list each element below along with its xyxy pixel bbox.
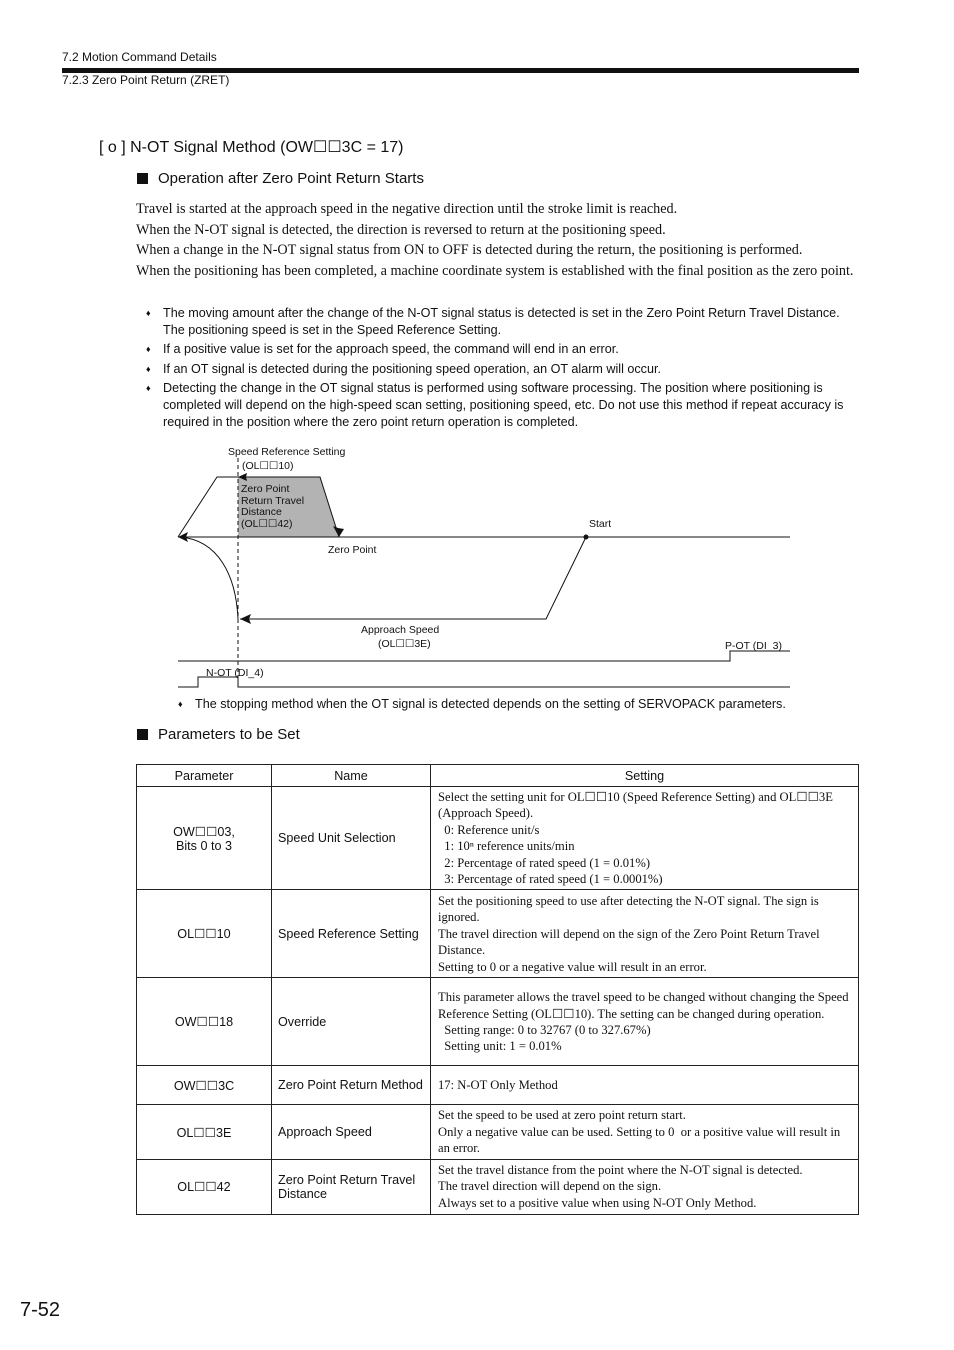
column-header: Name: [272, 765, 431, 787]
header-subsection: 7.2.3 Zero Point Return (ZRET): [62, 73, 230, 87]
note-item: [146, 380, 860, 432]
setting-line: 0: Reference unit/s: [438, 822, 540, 837]
paragraph: When the positioning has been completed, a machine coordinate system is established with the final position as the zero point.: [136, 263, 854, 280]
name-cell: Zero Point Return Travel Distance: [272, 1159, 431, 1214]
operation-heading-text: Operation after Zero Point Return Starts: [158, 170, 424, 187]
setting-line: The travel direction will depend on the sign.: [438, 1179, 662, 1194]
page-number: 7-52: [20, 1299, 61, 1321]
section-title: [ o ] N-OT Signal Method (OW☐☐3C = 17): [99, 139, 404, 156]
setting-cell: [431, 1105, 859, 1159]
speed-ref-param: (OL☐☐10): [242, 460, 294, 472]
zero-point-label: Zero Point: [328, 544, 377, 556]
pot-label: P-OT (DI_3): [725, 640, 782, 652]
setting-line: Always set to a positive value when using N-OT Only Method.: [438, 1195, 757, 1210]
setting-line: Setting range: 0 to 32767 (0 to 327.67%): [438, 1022, 651, 1037]
not-label: N-OT (DI_4): [206, 667, 264, 679]
paragraph: When a change in the N-OT signal status from ON to OFF is detected during the return, the positioning is performed.: [136, 242, 803, 259]
name-cell: Zero Point Return Method: [272, 1066, 431, 1105]
setting-line: 3: Percentage of rated speed (1 = 0.0001%): [438, 872, 663, 887]
diamond-bullet-icon: ♦: [178, 699, 183, 709]
parameter-cell: OW☐☐18: [137, 978, 272, 1066]
setting-line: 2: Percentage of rated speed (1 = 0.01%): [438, 855, 651, 870]
parameter-cell: OW☐☐03, Bits 0 to 3: [137, 787, 272, 890]
header-section: 7.2 Motion Command Details: [62, 50, 217, 64]
setting-cell: [431, 1159, 859, 1214]
table-row: [137, 787, 859, 890]
square-bullet-icon: [137, 729, 148, 740]
diamond-bullet-icon: ♦: [146, 308, 151, 318]
not-signal: [178, 677, 790, 687]
parameter-cell: OL☐☐42: [137, 1159, 272, 1214]
name-cell: Approach Speed: [272, 1105, 431, 1159]
setting-cell: [431, 1066, 859, 1105]
diamond-bullet-icon: ♦: [146, 382, 151, 393]
approach-param: (OL☐☐3E): [378, 638, 431, 650]
setting-cell: [431, 787, 859, 890]
setting-line: This parameter allows the travel speed to be changed without changing the Speed Reference Setting (OL☐☐10). The setting can be changed during operation.: [438, 990, 852, 1021]
table-header-row: [137, 765, 859, 787]
note-text: The moving amount after the change of the N-OT signal status is detected is set in the Zero Point Return Travel Distance. The positioning speed is set in the Speed Reference Setting.: [163, 306, 840, 338]
setting-line: Select the setting unit for OL☐☐10 (Speed Reference Setting) and OL☐☐3E (Approach Speed).: [438, 790, 837, 821]
stop-note-text: The stopping method when the OT signal is detected depends on the setting of SERVOPACK parameters.: [195, 697, 786, 711]
square-bullet-icon: [137, 173, 148, 184]
setting-line: The travel direction will depend on the sign of the Zero Point Return Travel Distance.: [438, 926, 823, 958]
parameter-cell: OL☐☐10: [137, 890, 272, 978]
operation-description: [136, 199, 860, 282]
start-label: Start: [589, 518, 612, 530]
operation-heading: [137, 170, 424, 187]
name-cell: Override: [272, 978, 431, 1066]
name-cell: Speed Unit Selection: [272, 787, 431, 890]
parameters-table: [136, 764, 859, 1215]
setting-line: 1: 10ⁿ reference units/min: [438, 839, 575, 854]
setting-cell: [431, 890, 859, 978]
paragraph: Travel is started at the approach speed in the negative direction until the stroke limit is reached.: [136, 201, 678, 217]
setting-line: Set the travel distance from the point where the N-OT signal is detected.: [438, 1163, 803, 1178]
params-heading: [137, 726, 300, 743]
table-row: [137, 1066, 859, 1105]
setting-line: Set the speed to be used at zero point return start.: [438, 1108, 686, 1123]
start-point: [584, 535, 589, 540]
setting-line: Only a negative value can be used. Setting to 0 or a positive value will result in an error.: [438, 1124, 844, 1156]
travel-label-line: Distance: [241, 506, 282, 518]
pot-signal: [178, 651, 790, 661]
table-row: [137, 978, 859, 1066]
setting-line: Set the positioning speed to use after detecting the N-OT signal. The sign is ignored.: [438, 893, 822, 925]
setting-line: Setting unit: 1 = 0.01%: [438, 1039, 562, 1054]
setting-line: Setting to 0 or a negative value will result in an error.: [438, 959, 707, 974]
travel-label-line: Zero Point: [241, 483, 290, 495]
column-header: Parameter: [137, 765, 272, 787]
table-row: [137, 1105, 859, 1159]
note-item: [146, 341, 860, 358]
approach-speed-profile: [240, 537, 586, 619]
speed-ref-label: Speed Reference Setting: [228, 446, 346, 458]
setting-line: 17: N-OT Only Method: [438, 1078, 558, 1093]
table-row: [137, 1159, 859, 1214]
parameter-cell: OW☐☐3C: [137, 1066, 272, 1105]
travel-label-line: Return Travel: [241, 495, 305, 507]
diamond-bullet-icon: ♦: [146, 363, 151, 374]
zero-point-return-diagram: [0, 440, 954, 700]
paragraph: When the N-OT signal is detected, the direction is reversed to return at the positioning speed.: [136, 221, 666, 238]
deceleration-curve: [180, 537, 238, 619]
note-item: [146, 305, 860, 339]
note-item: [146, 361, 860, 378]
approach-label: Approach Speed: [361, 624, 440, 636]
note-text: Detecting the change in the OT signal status is performed using software processing. The position where positioning is completed will depend on the high-speed scan setting, positioning speed, etc. Do not use this method if repeat accuracy is required in the position where the zero point return operation is completed.: [163, 380, 844, 430]
stop-note-list: [178, 696, 858, 715]
setting-cell: [431, 978, 859, 1066]
note-item: [178, 696, 858, 713]
diamond-bullet-icon: ♦: [146, 344, 151, 355]
table-row: [137, 890, 859, 978]
note-text: If an OT signal is detected during the positioning speed operation, an OT alarm will occur.: [163, 361, 661, 376]
parameter-cell: OL☐☐3E: [137, 1105, 272, 1159]
params-heading-text: Parameters to be Set: [158, 726, 300, 743]
name-cell: Speed Reference Setting: [272, 890, 431, 978]
operation-notes: [146, 305, 860, 433]
travel-param: (OL☐☐42): [241, 518, 293, 530]
note-text: If a positive value is set for the approach speed, the command will end in an error.: [163, 342, 619, 357]
column-header: Setting: [431, 765, 859, 787]
